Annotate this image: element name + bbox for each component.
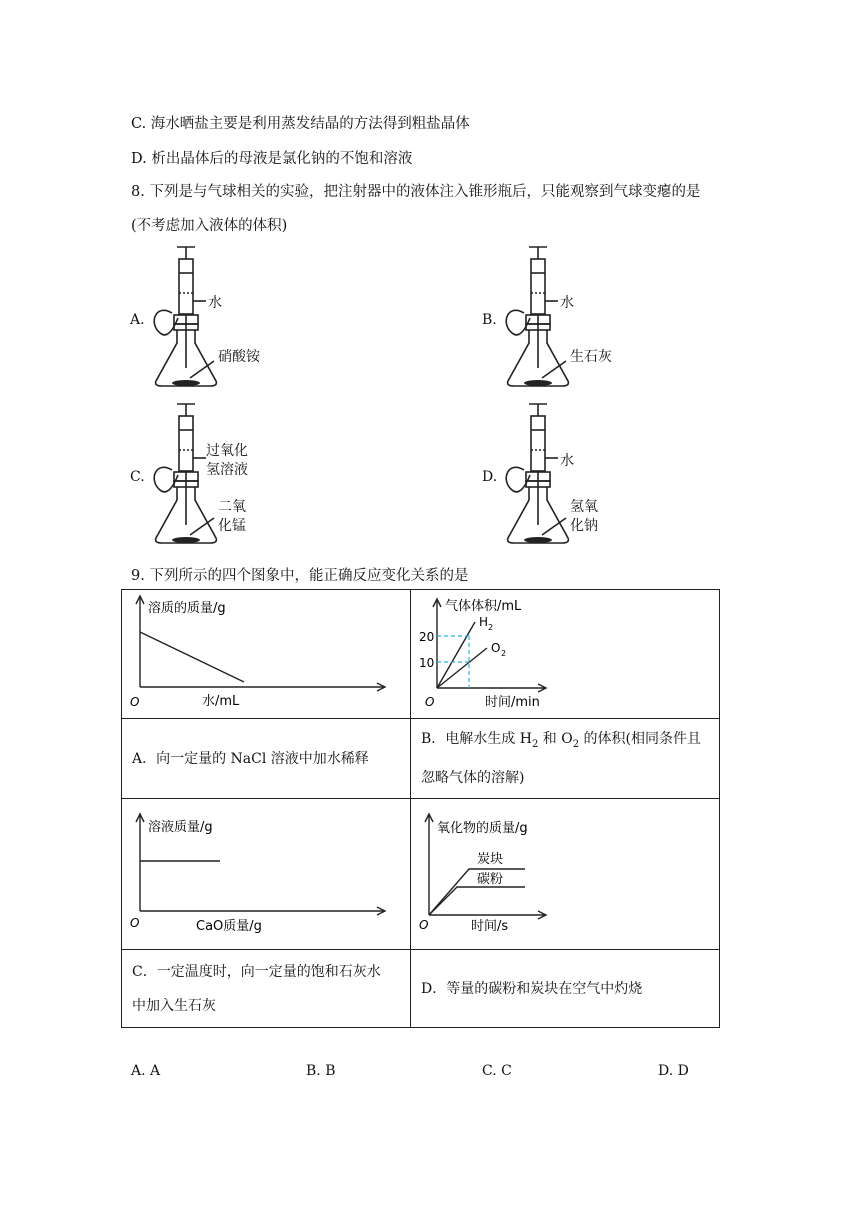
q9-caption-c-line1: C．一定温度时，向一定量的饱和石灰水 xyxy=(132,963,381,980)
q9-caption-c-cell xyxy=(122,950,411,1028)
q9-caption-b-line2: 忽略气体的溶解) xyxy=(421,770,525,787)
q9-graph-c-origin: O xyxy=(130,916,140,930)
q7-option-c: C. 海水晒盐主要是利用蒸发结晶的方法得到粗盐晶体 xyxy=(131,116,470,132)
q9-graph-b-o2-line xyxy=(437,648,487,688)
q8-option-b-liquid: 水 xyxy=(560,295,574,311)
q9-graph-table xyxy=(121,589,720,1028)
q9-graph-a-ylabel: 溶质的质量/g xyxy=(148,601,226,616)
q8-option-c-liquid-line1: 过氧化 xyxy=(206,443,248,459)
q9-graph-d-xlabel: 时间/s xyxy=(471,919,509,934)
q9-answer-d[interactable]: D. D xyxy=(658,1063,689,1079)
q9-graph-b-o2-sub: 2 xyxy=(501,649,507,658)
q9-stem: 9. 下列所示的四个图象中，能正确反应变化关系的是 xyxy=(131,568,469,584)
q8-option-b-letter: B. xyxy=(482,312,497,328)
q9-graph-b xyxy=(411,590,719,714)
q8-option-a-liquid: 水 xyxy=(208,295,222,311)
q9-graph-a xyxy=(122,590,410,714)
q8-apparatus-b xyxy=(500,243,630,393)
q9-graph-d-series1-label: 炭块 xyxy=(477,852,504,867)
q8-option-d-solid-line1: 氢氧 xyxy=(570,499,598,515)
q9-graph-a-xlabel: 水/mL xyxy=(202,694,240,709)
q9-graph-d-series2-label: 碳粉 xyxy=(477,872,504,887)
q8-option-a-letter: A. xyxy=(130,312,145,328)
q9-caption-c-line2: 中加入生石灰 xyxy=(132,997,216,1014)
q9-caption-d-cell xyxy=(411,950,720,1028)
q8-option-c-solid-line2: 化锰 xyxy=(218,518,246,534)
q9-caption-b-line1: B．电解水生成 $H_2$ 和 $O_2$ 的体积(相同条件且 xyxy=(421,730,702,750)
q9-graph-b-tick-20: 20 xyxy=(419,630,435,644)
q7-option-d: D. 析出晶体后的母液是氯化钠的不饱和溶液 xyxy=(131,151,413,167)
q9-graph-d-cell xyxy=(411,799,720,950)
q9-graph-d-series2-line xyxy=(429,887,525,915)
q8-option-d-solid-line2: 化钠 xyxy=(570,518,598,534)
q9-graph-a-line xyxy=(140,632,244,682)
q9-caption-b-cell xyxy=(411,719,720,799)
q9-answer-b[interactable]: B. B xyxy=(306,1063,336,1079)
q9-graph-c-ylabel: 溶液质量/g xyxy=(148,820,213,835)
q9-graph-b-h2-sub: 2 xyxy=(488,623,494,632)
q9-answer-c[interactable]: C. C xyxy=(482,1063,512,1079)
q9-graph-d-origin: O xyxy=(419,918,429,932)
q8-option-c-letter: C. xyxy=(130,469,145,485)
q9-caption-d: D．等量的碳粉和炭块在空气中灼烧 xyxy=(421,980,643,997)
q9-graph-b-h2-label: H xyxy=(479,615,489,629)
q9-caption-a-cell xyxy=(122,719,411,799)
q9-caption-a: A．向一定量的 NaCl 溶液中加水稀释 xyxy=(132,750,369,767)
q8-stem-line2: (不考虑加入液体的体积) xyxy=(131,218,288,234)
q9-graph-b-tick-10: 10 xyxy=(419,656,435,670)
q9-graph-c xyxy=(122,799,410,945)
q9-graph-d-ylabel: 氧化物的质量/g xyxy=(437,821,528,836)
q8-option-d-letter: D. xyxy=(482,469,498,485)
q8-apparatus-a xyxy=(148,243,278,393)
q9-graph-b-ylabel: 气体体积/mL xyxy=(445,599,522,614)
q9-graph-b-o2-label: O xyxy=(491,641,501,655)
q8-option-a-solid: 硝酸铵 xyxy=(218,349,260,365)
q8-option-c-liquid-line2: 氢溶液 xyxy=(206,462,248,478)
q9-graph-d xyxy=(411,799,719,945)
q9-graph-b-xlabel: 时间/min xyxy=(485,695,540,710)
q9-graph-b-cell xyxy=(411,590,720,719)
q9-graph-a-origin: O xyxy=(130,695,140,709)
q8-stem-line1: 8. 下列是与气球相关的实验，把注射器中的液体注入锥形瓶后，只能观察到气球变瘪的是 xyxy=(131,184,701,200)
q9-answer-a[interactable]: A. A xyxy=(131,1063,161,1079)
q8-option-d-liquid: 水 xyxy=(560,453,574,469)
q9-graph-b-origin: O xyxy=(425,695,435,709)
q8-option-c-solid-line1: 二氧 xyxy=(218,499,246,515)
q8-option-b-solid: 生石灰 xyxy=(570,349,612,365)
q9-graph-c-cell xyxy=(122,799,411,950)
q9-graph-c-xlabel: CaO质量/g xyxy=(196,919,262,934)
q8-apparatus-d xyxy=(500,400,630,550)
q9-graph-a-cell xyxy=(122,590,411,719)
